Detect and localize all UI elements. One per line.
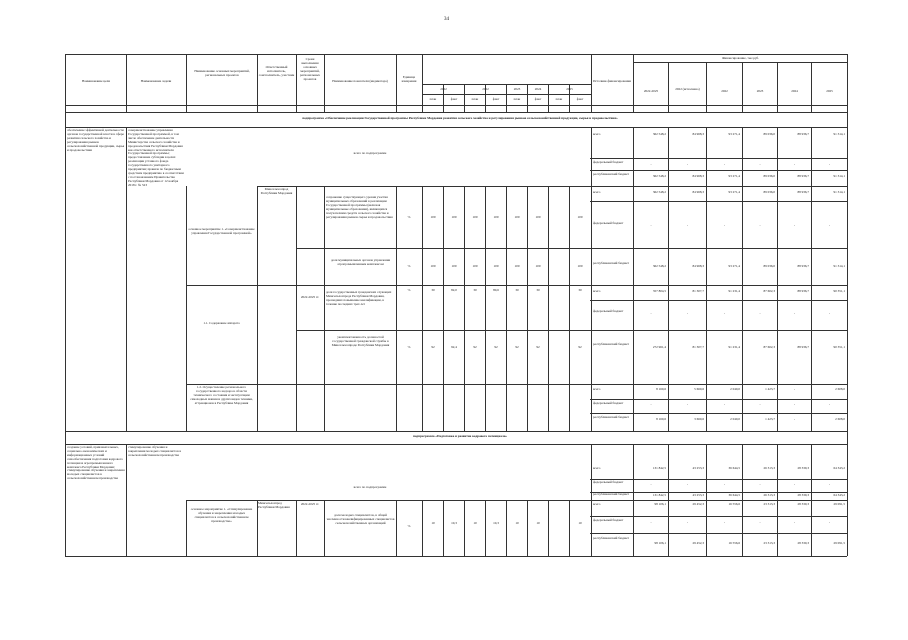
section2-title-line bbox=[65, 444, 847, 445]
funding-cell: - bbox=[759, 520, 761, 524]
indicator-2: доля муниципальных органов управления агропромышленным комплексом bbox=[330, 258, 390, 266]
indicator-cell: 10,3 bbox=[451, 521, 457, 525]
funding-cell: 87 602,3 bbox=[763, 289, 775, 293]
col-line bbox=[396, 186, 397, 431]
funding-cell: 93 271,4 bbox=[728, 174, 740, 178]
col-line bbox=[186, 54, 187, 112]
col-line bbox=[548, 186, 549, 431]
col-line bbox=[777, 62, 778, 112]
funding-cell: - bbox=[793, 162, 796, 166]
section1-task: совершенствование управления Государственной программой, в том числе обеспечение деятельности Министерства сельского хозяйства и продовольствия Республики Мордовия как ответственного исполнителя Государственной программы; предоставление субсидии в целях реализации уставного фонда государственного унитарного предприятия; правила по бюджетным средствам предприятию в соответствии с постановлением Правительства Республики Мордовия от 12 ноября 2018 г. № 523 bbox=[128, 128, 184, 187]
col-line bbox=[257, 186, 258, 431]
funding-cell: 3 660,6 bbox=[694, 417, 704, 421]
funding-cell: - bbox=[793, 402, 796, 406]
header-fact: факт bbox=[450, 97, 458, 101]
row-line bbox=[186, 384, 847, 385]
funding-cell: 36 644,5 bbox=[728, 493, 740, 497]
deadline-1-1: 2022-2025 гг. bbox=[300, 295, 320, 299]
col-line bbox=[485, 500, 486, 556]
col-line bbox=[324, 186, 325, 431]
funding-cell: 93 271,4 bbox=[728, 190, 740, 194]
indicator-cell: 100 bbox=[493, 215, 499, 219]
funding-cell: 16 556,6 bbox=[728, 541, 740, 545]
indicator-cell: 30 bbox=[536, 288, 540, 292]
funding-cell: 26 313,3 bbox=[763, 493, 775, 497]
source-label: республиканский бюджет bbox=[593, 261, 630, 265]
indicator-cell: 10,3 bbox=[493, 521, 499, 525]
funding-cell: 357 804,5 bbox=[652, 289, 666, 293]
col-line bbox=[811, 62, 812, 112]
section1-title-line bbox=[65, 127, 847, 128]
col-line bbox=[126, 127, 127, 431]
header-source: Источник финансирования bbox=[593, 79, 631, 83]
col-line bbox=[443, 186, 444, 431]
indicator-cell: 80,6 bbox=[493, 288, 499, 292]
indicator-cell: 100 bbox=[493, 264, 499, 268]
funding-cell: 89 036,0 bbox=[763, 190, 775, 194]
funding-cell: - bbox=[686, 402, 689, 406]
source-label: республиканский бюджет bbox=[593, 342, 630, 346]
section1-total-label: всего по подпрограмме bbox=[353, 151, 387, 155]
measure1-label: основное мероприятие 1. «Совершенствование управления Государственной программой» bbox=[188, 227, 255, 235]
row-line bbox=[186, 285, 847, 286]
col-line bbox=[569, 500, 570, 556]
funding-cell: 29 452,3 bbox=[692, 541, 704, 545]
sub-measure-1-1: 1.1. Содержание аппарата bbox=[203, 321, 240, 325]
indicator-cell: 100 bbox=[514, 264, 520, 268]
funding-cell: 5 660,6 bbox=[694, 387, 704, 391]
indicator-cell: % bbox=[407, 288, 411, 292]
indicator-3: доля государственных гражданских служащих Минсельхозпрода Республики Мордовия, прошедших повышение квалификации, в течение последних трех лет bbox=[326, 290, 392, 306]
table-border-bottom bbox=[65, 556, 847, 557]
funding-cell: 89 036,0 bbox=[763, 264, 775, 268]
col-line bbox=[422, 54, 423, 112]
indicator-cell: 30 bbox=[431, 288, 435, 292]
table-border-right bbox=[847, 54, 848, 556]
funding-cell: 88 936,7 bbox=[797, 345, 809, 349]
indicator-cell: 100 bbox=[472, 215, 478, 219]
funding-cell: 16 556,6 bbox=[728, 502, 740, 506]
header-fund-col: 2024 bbox=[791, 89, 798, 93]
funding-cell: - bbox=[828, 162, 831, 166]
s2-deadline: 2022-2025 гг. bbox=[300, 502, 320, 506]
indicator-cell: 92,4 bbox=[451, 345, 457, 349]
col-line bbox=[706, 444, 707, 556]
col-line bbox=[706, 62, 707, 112]
funding-cell: - bbox=[793, 482, 796, 486]
funding-cell: 88 936,7 bbox=[797, 264, 809, 268]
funding-cell: - bbox=[759, 162, 761, 166]
row-line bbox=[590, 516, 847, 517]
col-line bbox=[548, 500, 549, 556]
s2-measure1-executor: Минсельхозпрод Республики Мордовия bbox=[258, 501, 290, 509]
funding-cell: 2 608,0 bbox=[835, 417, 845, 421]
row-line bbox=[590, 158, 847, 159]
funding-cell: 362 548,2 bbox=[652, 264, 666, 268]
source-label: всего bbox=[593, 502, 601, 506]
funding-cell: 29 091,5 bbox=[833, 502, 845, 506]
funding-cell: 93 271,4 bbox=[728, 264, 740, 268]
funding-cell: - bbox=[793, 311, 796, 315]
row-line bbox=[590, 533, 847, 534]
source-label: всего bbox=[593, 132, 601, 136]
indicator-cell: 100 bbox=[577, 215, 583, 219]
funding-cell: - bbox=[759, 311, 761, 315]
table-border-left bbox=[65, 54, 66, 556]
col-line bbox=[126, 54, 127, 112]
funding-cell: 43 253,3 bbox=[692, 466, 704, 470]
source-label: республиканский бюджет bbox=[593, 536, 630, 540]
col-line bbox=[742, 444, 743, 556]
funding-cell: - bbox=[828, 223, 831, 227]
header-task: Наименование задачи bbox=[140, 79, 172, 83]
col-line bbox=[742, 62, 743, 112]
indicator-cell: 10 bbox=[515, 521, 519, 525]
measure1-executor: Минсельхозпрод Республики Мордовия bbox=[260, 187, 293, 195]
funding-cell: - bbox=[828, 482, 831, 486]
col-line bbox=[257, 54, 258, 112]
col-line bbox=[633, 127, 634, 431]
header-fund-col: 2022 bbox=[721, 89, 728, 93]
funding-cell: 2 040,0 bbox=[730, 387, 740, 391]
header-unit: Единица измерения bbox=[401, 75, 417, 83]
col-line bbox=[668, 444, 669, 556]
funding-cell: 64 343,2 bbox=[833, 466, 845, 470]
col-line bbox=[506, 186, 507, 431]
col-line bbox=[485, 186, 486, 431]
row-line bbox=[296, 330, 847, 331]
funding-cell: 91 314,1 bbox=[833, 264, 845, 268]
page-number: 34 bbox=[444, 17, 449, 22]
funding-cell: - bbox=[686, 162, 689, 166]
source-label: республиканский бюджет bbox=[593, 172, 630, 176]
indicator-cell: % bbox=[407, 215, 411, 219]
funding-cell: - bbox=[650, 520, 652, 524]
funding-cell: - bbox=[650, 402, 652, 406]
funding-header-line bbox=[633, 62, 847, 63]
source-label: всего bbox=[593, 289, 601, 293]
funding-cell: - bbox=[723, 520, 726, 524]
indicator-cell: 100 bbox=[577, 264, 583, 268]
col-line bbox=[464, 500, 465, 556]
indicator-cell: 92 bbox=[473, 345, 477, 349]
col-line bbox=[296, 500, 297, 556]
funding-cell: 23 313,3 bbox=[763, 541, 775, 545]
header-fund-col: 2025 bbox=[826, 89, 833, 93]
funding-cell: 84 968,3 bbox=[692, 264, 704, 268]
funding-cell: 88 936,7 bbox=[797, 289, 809, 293]
col-line bbox=[591, 127, 592, 431]
col-line bbox=[706, 127, 707, 431]
row-line bbox=[186, 500, 847, 501]
funding-cell: 91 314,1 bbox=[833, 174, 845, 178]
funding-cell: 91 231,4 bbox=[728, 345, 740, 349]
funding-cell: - bbox=[650, 311, 652, 315]
indicator-cell: 10 bbox=[536, 521, 540, 525]
header-executor: Ответственный исполнитель, соисполнитель, участник bbox=[258, 65, 295, 77]
col-line bbox=[324, 54, 325, 112]
col-line bbox=[464, 186, 465, 431]
header-year: 2024 bbox=[534, 87, 542, 91]
source-label: федеральный бюджет bbox=[593, 518, 624, 522]
source-label: федеральный бюджет bbox=[593, 309, 624, 313]
row-line bbox=[590, 413, 847, 414]
header-fund-col: 2023 bbox=[756, 89, 764, 93]
header-indicator: Наименование показателя (индикатора) bbox=[332, 79, 388, 83]
indicator-cell: 100 bbox=[451, 215, 457, 219]
s2-indicator-1: доля молодых специалистов, в общей численности квалифицированных специалистов сельскохозяйственных организаций bbox=[326, 513, 395, 525]
col-line bbox=[811, 127, 812, 431]
funding-cell: 98 106,1 bbox=[654, 502, 666, 506]
col-line bbox=[126, 444, 127, 556]
indicator-cell: 10 bbox=[431, 521, 435, 525]
source-label: всего bbox=[593, 466, 601, 470]
funding-cell: 29 452,3 bbox=[692, 502, 704, 506]
indicator-cell: 100 bbox=[430, 215, 436, 219]
s2-measure1-label: основное мероприятие 1. «Стимулирование обучения и закрепления молодых специалистов в сельскохозяйственном производстве» bbox=[190, 507, 253, 523]
source-label: федеральный бюджет bbox=[593, 221, 624, 225]
header-bottom-line bbox=[65, 105, 847, 106]
col-line bbox=[527, 186, 528, 431]
header-fact: факт bbox=[534, 97, 542, 101]
row-line bbox=[590, 479, 847, 480]
funding-cell: 84 968,3 bbox=[692, 190, 704, 194]
section1-goal: обеспечение эффективной деятельности органов государственной власти в сфере развития сельского хозяйства и регулирования рынков сельскохозяйственной продукции, сырья и продовольствия bbox=[67, 128, 125, 152]
funding-cell: - bbox=[759, 223, 761, 227]
header-fund-col: 2022 (исполнено) bbox=[675, 87, 700, 91]
indicator-cell: 92 bbox=[431, 345, 435, 349]
source-label: республиканский бюджет bbox=[593, 415, 630, 419]
indicator-cell: 100 bbox=[535, 215, 541, 219]
funding-cell: - bbox=[793, 223, 796, 227]
indicator-cell: % bbox=[407, 345, 411, 349]
funding-cell: 87 602,3 bbox=[763, 345, 775, 349]
indicator-cell: 10 bbox=[578, 521, 582, 525]
col-line bbox=[569, 186, 570, 431]
funding-cell: 84 968,3 bbox=[692, 174, 704, 178]
funding-cell: 131 842,5 bbox=[652, 493, 666, 497]
funding-cell: - bbox=[686, 482, 689, 486]
header-year: 2022 bbox=[482, 87, 489, 91]
funding-cell: 23 313,3 bbox=[763, 502, 775, 506]
header-year: 2023 bbox=[513, 87, 521, 91]
funding-cell: - bbox=[650, 223, 652, 227]
funding-cell: 91 314,1 bbox=[833, 190, 845, 194]
col-line bbox=[633, 54, 634, 112]
row-line bbox=[257, 186, 847, 187]
col-line bbox=[811, 444, 812, 556]
header-fund-col: 2022-2025 bbox=[643, 89, 659, 93]
funding-cell: 131 842,5 bbox=[652, 466, 666, 470]
indicator-cell: 10 bbox=[473, 521, 477, 525]
funding-cell: - bbox=[793, 417, 796, 421]
section2-goal: создание условий, привлекательных, социально-экономических и информационных условий самообеспечения подготовки кадрового потенциала агропромышленного комплекса Республики Мордовия; стимулирование обучения и закрепления молодых специалистов в сельскохозяйственном производстве bbox=[67, 445, 125, 481]
header-plan: план bbox=[471, 97, 479, 101]
funding-cell: 362 548,2 bbox=[652, 174, 666, 178]
funding-cell: 93 271,4 bbox=[728, 132, 740, 136]
col-line bbox=[422, 186, 423, 431]
section1-bottom-line bbox=[65, 431, 847, 432]
funding-cell: 89 036,0 bbox=[763, 132, 775, 136]
indicator-cell: 82,0 bbox=[451, 288, 457, 292]
header-plan: план bbox=[555, 97, 563, 101]
indicator-cell: 92 bbox=[536, 345, 540, 349]
source-label: всего bbox=[593, 190, 601, 194]
col-line bbox=[422, 500, 423, 556]
funding-cell: 81 307,7 bbox=[692, 345, 704, 349]
indicator-1: сохранение существующего уровня участия муниципальных образований в реализации Государственной программы (включая муниципальные образования), являющихся получателями средств сельского хозяйства и регулирования рынков сырья и продовольствия bbox=[326, 195, 393, 219]
funding-cell: 362 548,2 bbox=[652, 132, 666, 136]
funding-cell: 90 351,1 bbox=[833, 289, 845, 293]
funding-cell: 2 040,0 bbox=[730, 417, 740, 421]
col-line bbox=[668, 127, 669, 431]
source-label: федеральный бюджет bbox=[593, 401, 624, 405]
col-line bbox=[777, 127, 778, 431]
source-label: всего bbox=[593, 387, 601, 391]
table-border-top bbox=[65, 54, 847, 55]
row-line bbox=[590, 300, 847, 301]
funding-cell: 1 423,7 bbox=[765, 417, 775, 421]
sub-measure-1-2: 1.2. Осуществление регионального государственного надзора в области технического состояния и эксплуатации самоходных машин и других видов техники, аттракционов в Республике Мордовия bbox=[190, 385, 253, 405]
funding-cell: - bbox=[793, 387, 796, 391]
funding-cell: 272 961,4 bbox=[652, 345, 666, 349]
section2-task: стимулирование обучения и закрепления молодых специалистов в сельскохозяйственном производстве bbox=[128, 445, 182, 457]
funding-cell: 64 343,2 bbox=[833, 493, 845, 497]
section1-title: подпрограмма «Обеспечение реализации Государственной программы Республики Мордовия развития сельского хозяйства и регулирования рынков сельскохозяйственной продукции, сырья и продовольствия» bbox=[302, 116, 618, 120]
funding-cell: - bbox=[686, 520, 689, 524]
funding-cell: - bbox=[828, 402, 831, 406]
funding-cell: - bbox=[686, 311, 689, 315]
header-year: 2022 bbox=[440, 87, 447, 91]
funding-cell: - bbox=[793, 520, 796, 524]
indicator-cell: 100 bbox=[430, 264, 436, 268]
row-line bbox=[590, 201, 847, 202]
indicator-cell: % bbox=[407, 524, 411, 528]
col-line bbox=[777, 444, 778, 556]
funding-cell: 91 231,4 bbox=[728, 289, 740, 293]
header-deadline: Сроки выполнения основных мероприятий, региональных проектов bbox=[300, 57, 320, 81]
funding-cell: 8 160,6 bbox=[656, 417, 666, 421]
funding-cell: 8 160,6 bbox=[656, 387, 666, 391]
funding-cell: 43 253,3 bbox=[692, 493, 704, 497]
funding-cell: 89 036,0 bbox=[763, 174, 775, 178]
funding-cell: 88 936,7 bbox=[797, 174, 809, 178]
col-line bbox=[186, 186, 187, 431]
indicator-cell: 92 bbox=[578, 345, 582, 349]
funding-cell: 28 339,3 bbox=[797, 493, 809, 497]
col-line bbox=[668, 62, 669, 112]
indicator-cell: 100 bbox=[514, 215, 520, 219]
header-year: 2025 bbox=[566, 87, 573, 91]
funding-cell: 91 314,1 bbox=[833, 132, 845, 136]
funding-cell: - bbox=[828, 311, 831, 315]
funding-cell: 26 313,3 bbox=[763, 466, 775, 470]
funding-cell: 1 423,7 bbox=[765, 387, 775, 391]
indicator-cell: 100 bbox=[472, 264, 478, 268]
source-label: республиканский бюджет bbox=[593, 492, 630, 496]
funding-cell: 88 936,7 bbox=[797, 190, 809, 194]
section2-total-label: всего по подпрограмме bbox=[353, 485, 387, 489]
section2-title: подпрограмма «Подготовка и развитие кадрового потенциала» bbox=[412, 434, 508, 438]
indicator-4: укомплектованность должностей государственной гражданской службы в Минсельхозпроде Республики Мордовия bbox=[331, 335, 390, 347]
funding-cell: 90 351,1 bbox=[833, 345, 845, 349]
indicator-cell: 100 bbox=[535, 264, 541, 268]
funding-cell: 362 548,2 bbox=[652, 190, 666, 194]
funding-cell: - bbox=[686, 223, 689, 227]
indicator-cell: 100 bbox=[451, 264, 457, 268]
col-line bbox=[633, 444, 634, 556]
funding-cell: 98 106,1 bbox=[654, 541, 666, 545]
source-label: федеральный бюджет bbox=[593, 480, 624, 484]
col-line bbox=[742, 127, 743, 431]
row-line bbox=[590, 399, 847, 400]
indicator-cell: 92 bbox=[494, 345, 498, 349]
col-number-line bbox=[65, 112, 847, 113]
header-plan: план bbox=[429, 97, 437, 101]
funding-cell: - bbox=[723, 162, 726, 166]
funding-cell: - bbox=[723, 311, 726, 315]
col-line bbox=[324, 500, 325, 556]
indicator-cell: 92 bbox=[515, 345, 519, 349]
col-line bbox=[296, 186, 297, 431]
header-goal: Наименование цели bbox=[81, 79, 110, 83]
funding-cell: 2 608,0 bbox=[835, 387, 845, 391]
col-line bbox=[443, 500, 444, 556]
funding-cell: - bbox=[759, 402, 761, 406]
funding-cell: 28 330,3 bbox=[797, 541, 809, 545]
indicator-cell: 30 bbox=[578, 288, 582, 292]
funding-cell: - bbox=[723, 223, 726, 227]
col-line bbox=[527, 500, 528, 556]
header-plan: план bbox=[513, 97, 521, 101]
col-line bbox=[591, 444, 592, 556]
col-line bbox=[506, 500, 507, 556]
funding-cell: - bbox=[723, 482, 726, 486]
funding-cell: - bbox=[650, 162, 652, 166]
funding-cell: 84 968,3 bbox=[692, 132, 704, 136]
funding-cell: - bbox=[650, 482, 652, 486]
funding-cell: 29 091,5 bbox=[833, 541, 845, 545]
indicator-cell: 30 bbox=[515, 288, 519, 292]
funding-cell: - bbox=[723, 402, 726, 406]
header-fact: факт bbox=[576, 97, 584, 101]
col-line bbox=[186, 500, 187, 556]
row-line bbox=[296, 248, 847, 249]
funding-cell: 36 644,5 bbox=[728, 466, 740, 470]
funding-cell: - bbox=[759, 482, 761, 486]
header-funding: Финансирование, тыс.руб. bbox=[721, 56, 760, 60]
funding-cell: 28 330,3 bbox=[797, 502, 809, 506]
funding-cell: 28 339,3 bbox=[797, 466, 809, 470]
header-measures: Наименование основных мероприятий, региональных проектов bbox=[194, 69, 250, 77]
funding-cell: - bbox=[828, 520, 831, 524]
funding-cell: 88 936,7 bbox=[797, 132, 809, 136]
source-label: федеральный бюджет bbox=[593, 160, 624, 164]
row-line bbox=[590, 170, 847, 171]
indicator-cell: 30 bbox=[473, 288, 477, 292]
header-fact: факт bbox=[492, 97, 500, 101]
indicator-cell: % bbox=[407, 264, 411, 268]
funding-cell: 81 307,7 bbox=[692, 289, 704, 293]
